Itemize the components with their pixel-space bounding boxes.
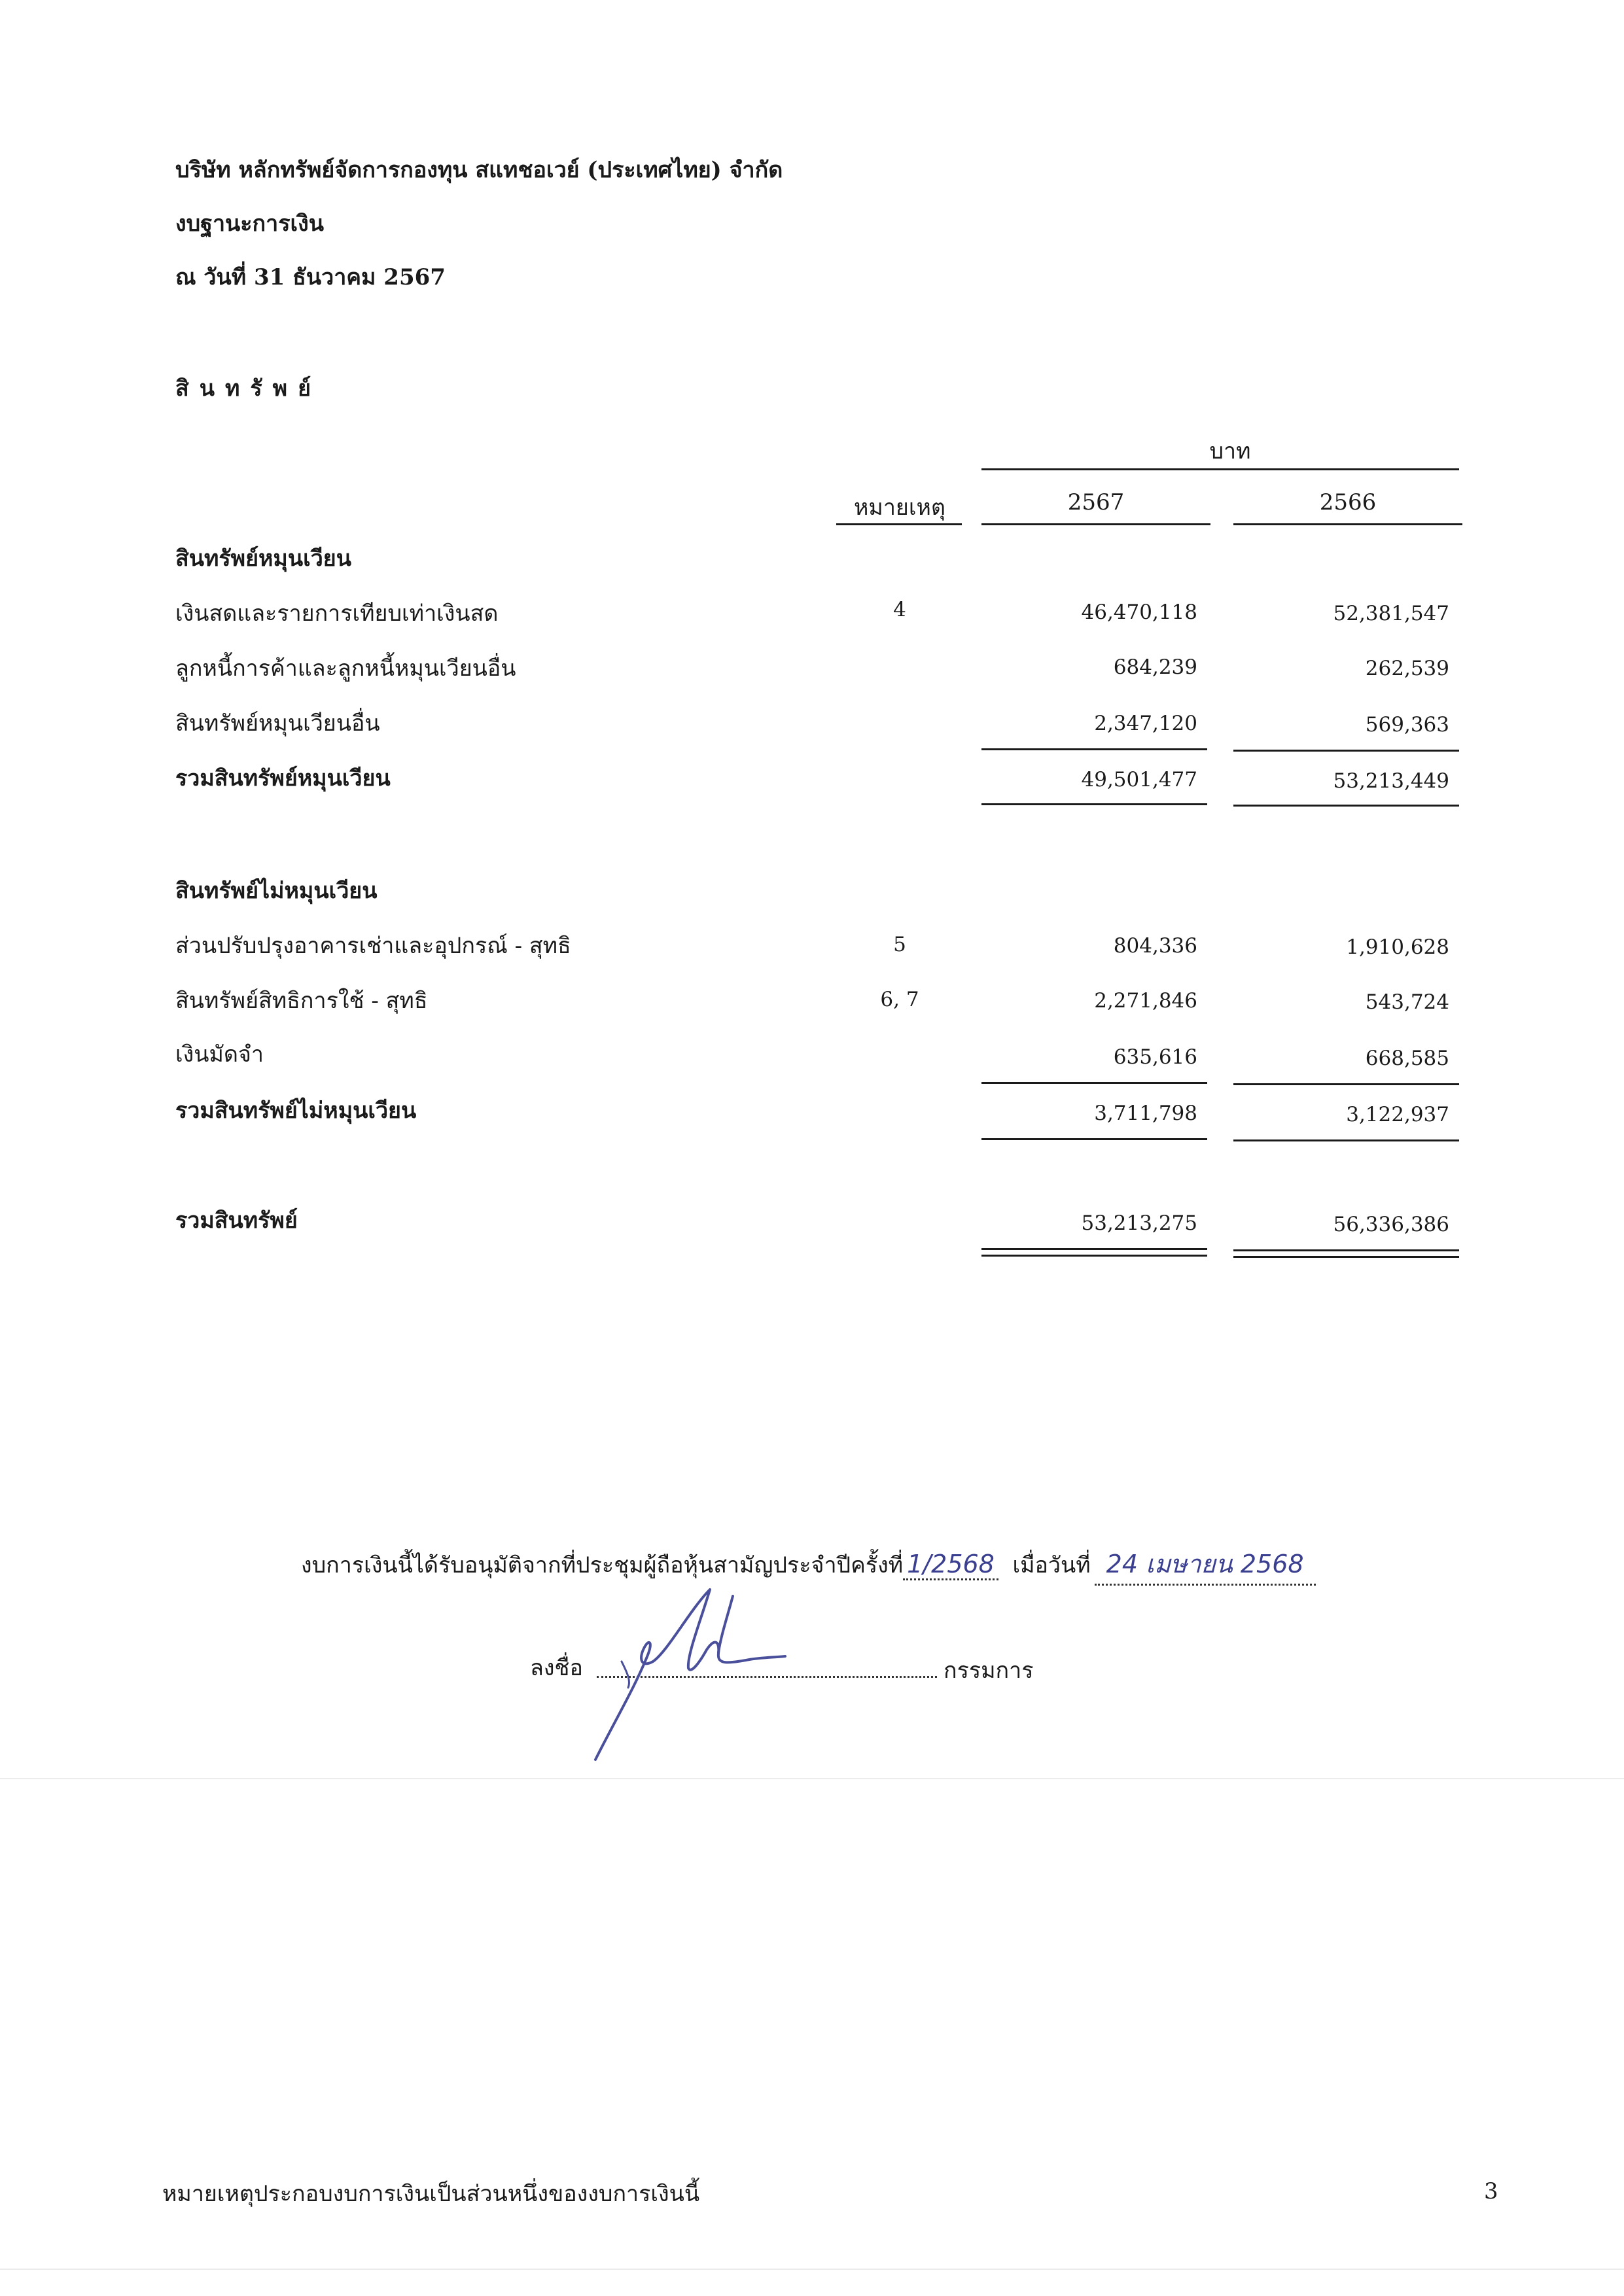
row-value-2567: 635,616 [1113,1045,1197,1069]
row-value-2567: 804,336 [1113,934,1197,958]
meeting-date: 24 เมษายน 2568 [1106,1550,1304,1578]
row-value-2566: 262,539 [1365,657,1449,680]
total-line-2567 [981,1138,1207,1140]
footer-note: หมายเหตุประกอบงบการเงินเป็นส่วนหนึ่งของงบการเงินนี้ [162,2181,700,2207]
subtotal-line-2566 [1233,750,1459,752]
total-assets-2567: 53,213,275 [1081,1211,1197,1235]
subtotal-line-2567 [981,1082,1207,1084]
currency-underline [981,468,1459,470]
current-assets-total-2566: 53,213,449 [1333,769,1449,793]
year-2566-underline [1233,523,1462,525]
non-current-assets-total-2566: 3,122,937 [1346,1103,1449,1126]
row-note: 4 [893,598,906,621]
row-value-2567: 46,470,118 [1081,600,1197,624]
subtotal-line-2566 [1233,1083,1459,1085]
statement-date: ณ วันที่ 31 ธันวาคม 2567 [175,264,446,290]
total-assets-2566: 56,336,386 [1333,1213,1449,1236]
row-value-2566: 569,363 [1365,713,1449,737]
meeting-number: 1/2568 [907,1550,995,1578]
row-note: 6, 7 [880,988,919,1011]
double-underline-2567 [981,1255,1207,1257]
non-current-assets-heading: สินทรัพย์ไม่หมุนเวียน [175,878,378,904]
row-value-2566: 1,910,628 [1346,935,1449,959]
current-assets-heading: สินทรัพย์หมุนเวียน [175,546,351,572]
row-value-2566: 52,381,547 [1333,602,1449,625]
year-2567-header: 2567 [1067,489,1125,515]
meeting-number-field [903,1550,998,1580]
double-underline-2566 [1233,1256,1459,1258]
row-value-2567: 2,347,120 [1094,712,1197,735]
scan-edge-line [0,1778,1624,1779]
meeting-date-field [1095,1544,1316,1586]
signature-role: กรรมการ [944,1658,1034,1684]
scan-edge-line [0,2269,1624,2270]
row-label: ส่วนปรับปรุงอาคารเช่าและอุปกรณ์ - สุทธิ [175,933,571,959]
current-assets-total-label: รวมสินทรัพย์หมุนเวียน [175,765,391,791]
sign-label: ลงชื่อ [530,1655,583,1681]
row-label: สินทรัพย์สิทธิการใช้ - สุทธิ [175,988,428,1014]
note-header-underline [836,523,962,525]
non-current-assets-total-2567: 3,711,798 [1094,1102,1197,1125]
row-value-2566: 668,585 [1365,1047,1449,1070]
double-underline-2566 [1233,1249,1459,1251]
row-label: เงินมัดจำ [175,1041,264,1068]
approval-date-prefix: เมื่อวันที่ [1012,1552,1091,1578]
row-value-2567: 684,239 [1113,655,1197,679]
note-column-header: หมายเหตุ [854,495,945,521]
current-assets-total-2567: 49,501,477 [1081,768,1197,791]
non-current-assets-total-label: รวมสินทรัพย์ไม่หมุนเวียน [175,1098,417,1124]
total-line-2566 [1233,805,1459,807]
currency-header: บาท [1209,438,1251,464]
approval-text: งบการเงินนี้ได้รับอนุมัติจากที่ประชุมผู้ถือหุ้นสามัญประจำปีครั้งที่ [301,1552,904,1578]
row-label: เงินสดและรายการเทียบเท่าเงินสด [175,600,499,627]
row-label: ลูกหนี้การค้าและลูกหนี้หมุนเวียนอื่น [175,655,516,682]
row-note: 5 [893,933,906,956]
row-value-2566: 543,724 [1365,990,1449,1014]
handwritten-signature-icon [576,1570,838,1766]
year-2566-header: 2566 [1319,489,1377,515]
year-2567-underline [981,523,1210,525]
total-line-2566 [1233,1139,1459,1141]
double-underline-2567 [981,1248,1207,1250]
row-label: สินทรัพย์หมุนเวียนอื่น [175,710,380,737]
section-title: สินทรัพย์ [175,375,322,402]
company-name: บริษัท หลักทรัพย์จัดการกองทุน สแทชอเวย์ (ประเทศไทย) จำกัด [175,157,783,183]
total-line-2567 [981,803,1207,805]
row-value-2567: 2,271,846 [1094,989,1197,1013]
statement-title: งบฐานะการเงิน [175,211,324,237]
total-assets-label: รวมสินทรัพย์ [175,1208,298,1234]
subtotal-line-2567 [981,748,1207,750]
page-number: 3 [1484,2178,1498,2204]
